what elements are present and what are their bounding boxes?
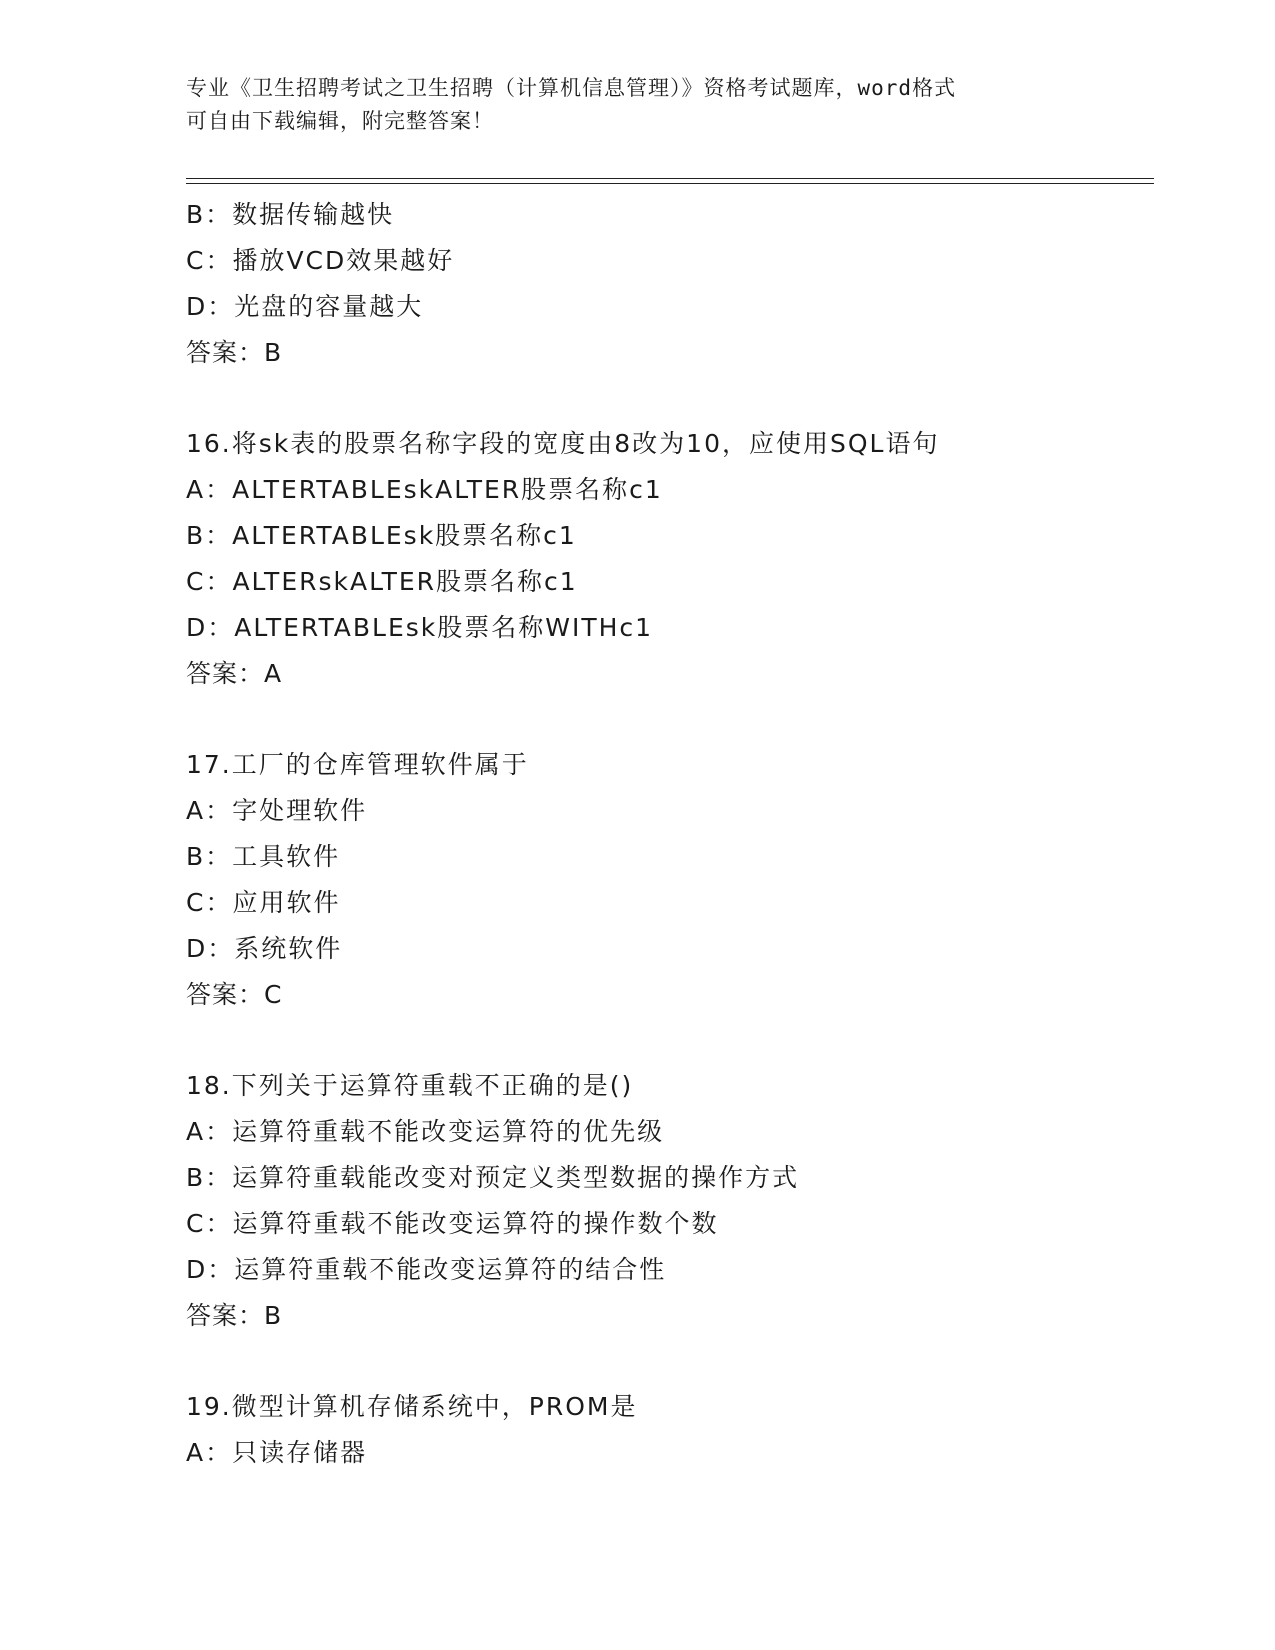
- question-block-18: [186, 1063, 1146, 1339]
- option-c: C：应用软件: [186, 888, 341, 917]
- option-c: C：播放VCD效果越好: [186, 246, 455, 275]
- option-c: C：ALTERskALTER股票名称c1: [186, 567, 578, 596]
- question-stem: 19.微型计算机存储系统中，PROM是: [186, 1392, 638, 1421]
- option-c: C：运算符重载不能改变运算符的操作数个数: [186, 1209, 719, 1238]
- answer-line: 答案：A: [186, 659, 283, 688]
- question-stem: 18.下列关于运算符重载不正确的是(): [186, 1071, 634, 1100]
- option-b: B：工具软件: [186, 842, 341, 871]
- question-block-19: [186, 1384, 1146, 1476]
- answer-line: 答案：C: [186, 980, 283, 1009]
- question-stem: 17.工厂的仓库管理软件属于: [186, 750, 529, 779]
- answer-line: 答案：B: [186, 1301, 283, 1330]
- option-d: D：ALTERTABLEsk股票名称WITHc1: [186, 613, 654, 642]
- document-header: [186, 72, 1066, 138]
- option-d: D：光盘的容量越大: [186, 292, 424, 321]
- question-block-17: [186, 742, 1146, 1018]
- question-block-16: [186, 421, 1146, 697]
- header-line-1: 专业《卫生招聘考试之卫生招聘（计算机信息管理）》资格考试题库，word格式: [186, 76, 957, 100]
- option-b: B：数据传输越快: [186, 200, 395, 229]
- question-block-partial: [186, 192, 1146, 376]
- option-d: D：系统软件: [186, 934, 343, 963]
- option-d: D：运算符重载不能改变运算符的结合性: [186, 1255, 667, 1284]
- option-b: B：运算符重载能改变对预定义类型数据的操作方式: [186, 1163, 800, 1192]
- option-a: A：只读存储器: [186, 1438, 368, 1467]
- answer-line: 答案：B: [186, 338, 283, 367]
- header-line-2: 可自由下载编辑，附完整答案！: [186, 109, 494, 133]
- option-a: A：ALTERTABLEskALTER股票名称c1: [186, 475, 663, 504]
- header-divider-top: [186, 178, 1154, 179]
- option-b: B：ALTERTABLEsk股票名称c1: [186, 521, 577, 550]
- question-stem: 16.将sk表的股票名称字段的宽度由8改为10，应使用SQL语句: [186, 429, 940, 458]
- header-divider-bottom: [186, 183, 1154, 184]
- option-a: A：运算符重载不能改变运算符的优先级: [186, 1117, 665, 1146]
- question-list: [186, 192, 1146, 1476]
- option-a: A：字处理软件: [186, 796, 368, 825]
